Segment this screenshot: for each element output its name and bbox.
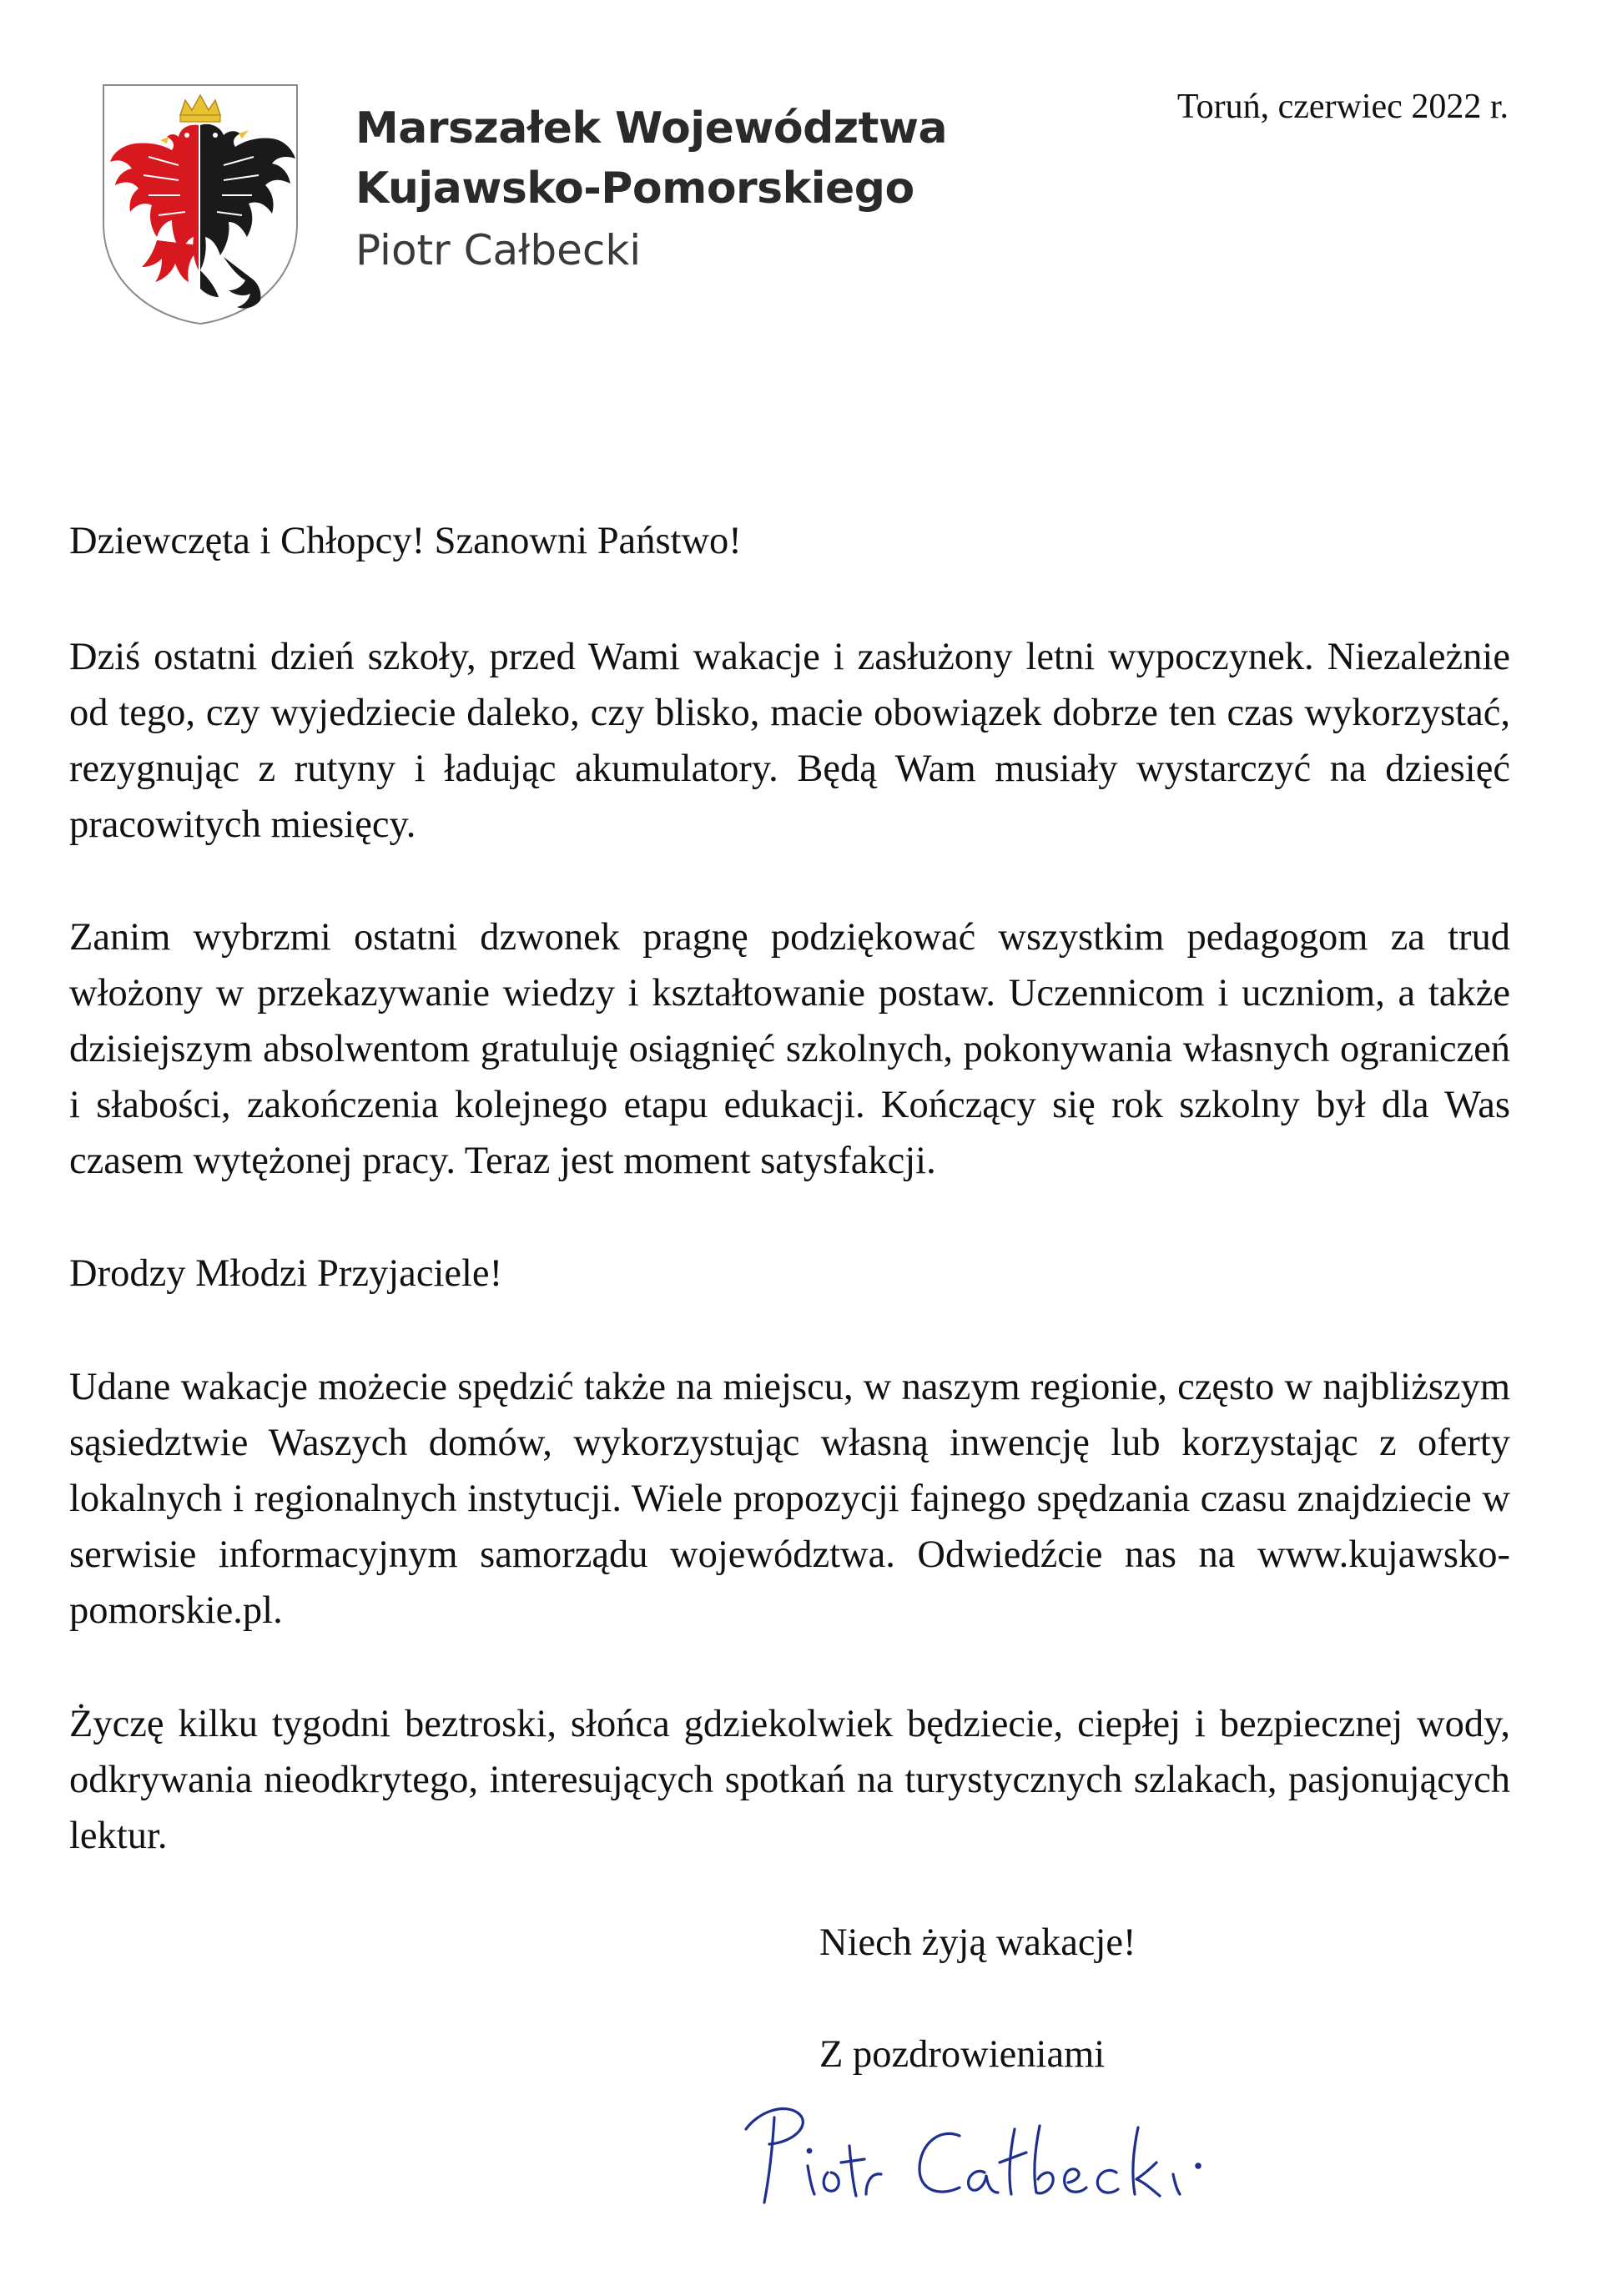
paragraph-4: Życzę kilku tygodni beztroski, słońca gdziekolwiek będziecie, ciepłej i bezpiecznej wody, odkrywania nieodkrytego, interesujących spotkań na turystycznych szlakach, pasjonujących lektur. (69, 1703, 1510, 1857)
place-date: Toruń, czerwiec 2022 r. (1176, 88, 1509, 126)
paragraph-3: Udane wakacje możecie spędzić także na miejscu, w naszym regionie, często w najbliższym sąsiedztwie Waszych domów, wykorzystując własną inwencję lub korzystając z oferty lokalnych i regionalnych instytucji. Wiele propozycji fajnego spędzania czasu znajdziecie w serwisie informacyjnym samorządu województwa. Odwiedźcie nas na www.kujawsko-pomorskie.pl. (69, 1366, 1510, 1632)
issuer-title-line2: Kujawsko-Pomorskiego (355, 164, 914, 214)
second-salutation: Drodzy Młodzi Przyjaciele! (69, 1252, 503, 1295)
paragraph-1: Dziś ostatni dzień szkoły, przed Wami wakacje i zasłużony letni wypoczynek. Niezależnie od tego, czy wyjedziecie daleko, czy blisko, macie obowiązek dobrze ten czas wykorzystać, rezygnując z rutyny i ładując akumulatory. Będą Wam musiały wystarczyć na dziesięć pracowitych miesięcy. (69, 636, 1510, 846)
salutation: Dziewczęta i Chłopcy! Szanowni Państwo! (69, 520, 742, 562)
closing-regards: Z pozdrowieniami (819, 2033, 1106, 2076)
issuer-title-line1: Marszałek Województwa (355, 103, 948, 154)
issuer-name: Piotr Całbecki (355, 226, 642, 274)
coat-of-arms-icon (98, 82, 302, 327)
paragraph-2: Zanim wybrzmi ostatni dzwonek pragnę podziękować wszystkim pedagogom za trud włożony w przekazywanie wiedzy i kształtowanie postaw. Uczennicom i uczniom, a także dzisiejszym absolwentom gratuluję osiągnięć szkolnych, pokonywania własnych ograniczeń i słabości, zakończenia kolejnego etapu edukacji. Kończący się rok szkolny był dla Was czasem wytężonej pracy. Teraz jest moment satysfakcji. (69, 916, 1510, 1182)
handwritten-signature (734, 2096, 1252, 2221)
closing-exclamation: Niech żyją wakacje! (819, 1921, 1136, 1964)
issuer-block (355, 98, 947, 282)
